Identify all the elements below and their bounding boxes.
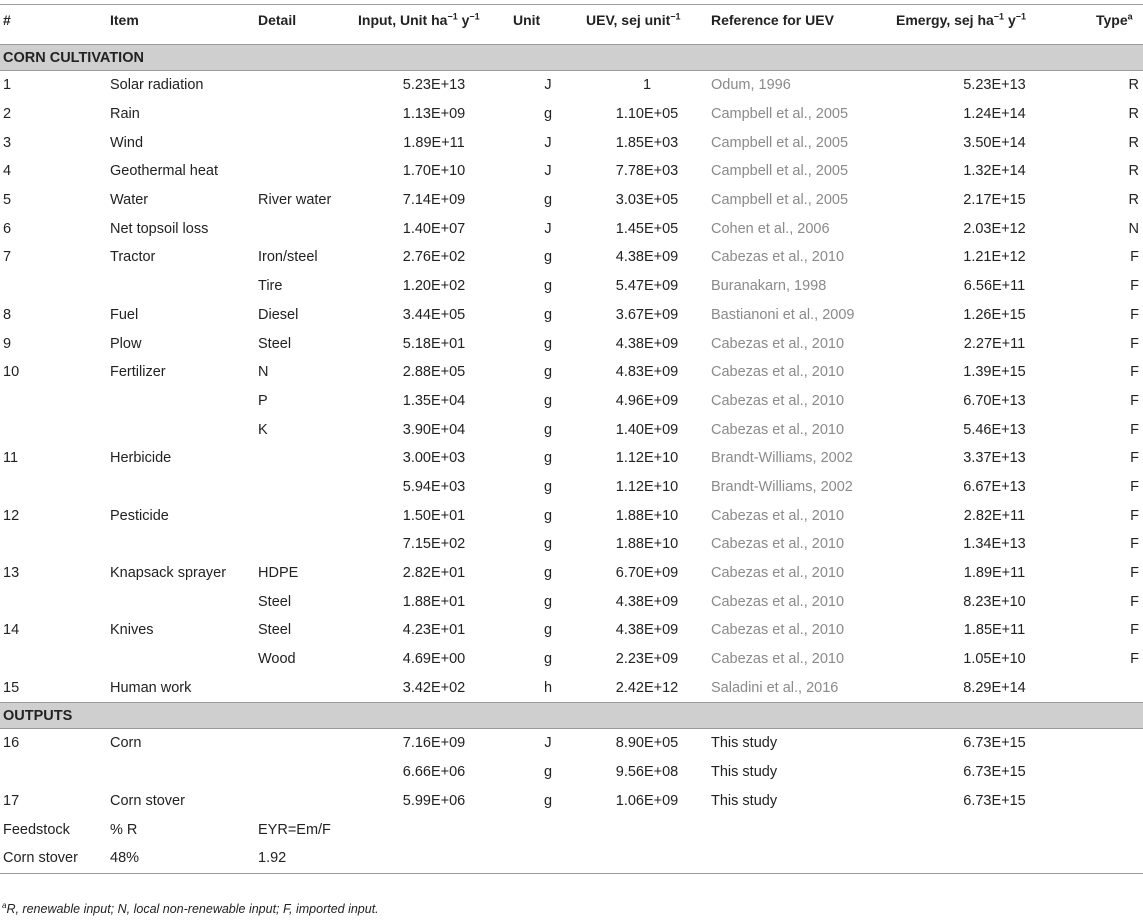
cell-num xyxy=(0,530,107,559)
cell-uev: 1.12E+10 xyxy=(615,478,679,495)
header-num: # xyxy=(0,5,107,45)
cell-detail: River water xyxy=(258,192,332,209)
cell-input: 1.20E+02 xyxy=(402,278,466,295)
cell-detail: K xyxy=(258,421,268,438)
cell-type xyxy=(1093,729,1143,758)
cell-detail xyxy=(255,100,355,129)
cell-uev: 4.38E+09 xyxy=(615,593,679,610)
cell-detail: Steel xyxy=(258,335,292,352)
cell-item: Wind xyxy=(110,134,144,151)
cell-uev: 4.38E+09 xyxy=(615,622,679,639)
cell-detail: Steel xyxy=(258,593,292,610)
cell-emergy: 6.67E+13 xyxy=(963,478,1026,495)
table-row xyxy=(0,157,1143,186)
cell-type: F xyxy=(1130,278,1139,295)
cell-type: F xyxy=(1130,450,1139,467)
cell-detail: Iron/steel xyxy=(258,249,318,266)
cell-emergy: 5.46E+13 xyxy=(963,421,1026,438)
cell-input: 1.13E+09 xyxy=(402,106,466,123)
cell-item: Fuel xyxy=(110,306,139,323)
cell-type: F xyxy=(1130,536,1139,553)
cell-item xyxy=(107,530,255,559)
cell-type: N xyxy=(1128,220,1139,237)
cell-detail xyxy=(255,214,355,243)
table-row xyxy=(0,358,1143,387)
header-detail: Detail xyxy=(255,5,355,45)
cell-input: 7.15E+02 xyxy=(402,536,466,553)
cell-input: 1.89E+11 xyxy=(403,134,465,151)
cell-type: R xyxy=(1128,77,1139,94)
table-row xyxy=(0,530,1143,559)
header-uev: UEV, sej unit$^{-1}$ xyxy=(583,5,708,45)
cell-input: 5.99E+06 xyxy=(402,792,466,809)
table-row xyxy=(0,186,1143,215)
cell-emergy: 2.17E+15 xyxy=(963,192,1026,209)
cell-type: F xyxy=(1130,478,1139,495)
cell-emergy: 2.82E+11 xyxy=(963,507,1026,524)
cell-num: 14 xyxy=(3,622,20,639)
cell-item: Corn stover xyxy=(110,792,185,809)
cell-uev: 3.03E+05 xyxy=(615,192,679,209)
cell-input: 2.88E+05 xyxy=(402,364,466,381)
cell-uev: 1.45E+05 xyxy=(615,220,679,237)
cell-item: Knapsack sprayer xyxy=(110,565,227,582)
cell-input: 2.76E+02 xyxy=(402,249,466,266)
emergy-table xyxy=(0,4,1143,874)
cell-reference: This study xyxy=(711,792,778,809)
cell-unit: g xyxy=(543,421,553,438)
cell-uev: 1.12E+10 xyxy=(615,450,679,467)
cell-detail: Steel xyxy=(258,622,292,639)
cell-emergy: 6.70E+13 xyxy=(963,392,1026,409)
cell-emergy: 6.73E+15 xyxy=(963,735,1026,752)
cell-input: 2.82E+01 xyxy=(402,565,466,582)
cell-num: 16 xyxy=(3,735,20,752)
cell-uev: 3.67E+09 xyxy=(615,306,679,323)
cell-num xyxy=(0,415,107,444)
cell-unit: g xyxy=(543,106,553,123)
header-item: Item xyxy=(107,5,255,45)
cell-reference: Cabezas et al., 2010 xyxy=(711,507,845,524)
cell-unit: g xyxy=(543,249,553,266)
cell-uev: 8.90E+05 xyxy=(615,735,679,752)
cell-reference: This study xyxy=(711,735,778,752)
cell-item: Knives xyxy=(110,622,154,639)
cell-num xyxy=(0,387,107,416)
cell-unit: g xyxy=(543,622,553,639)
table-row xyxy=(0,415,1143,444)
cell-type: F xyxy=(1130,335,1139,352)
cell-unit: J xyxy=(544,220,552,237)
cell-uev: 6.70E+09 xyxy=(615,565,679,582)
cell-emergy: 6.56E+11 xyxy=(963,278,1026,295)
cell-input: 3.44E+05 xyxy=(402,306,466,323)
cell-reference: Campbell et al., 2005 xyxy=(711,192,849,209)
cell-detail xyxy=(255,157,355,186)
cell-input: 5.94E+03 xyxy=(402,478,466,495)
cell-detail xyxy=(255,787,355,816)
cell-type: F xyxy=(1130,364,1139,381)
cell-emergy: 6.73E+15 xyxy=(963,764,1026,781)
cell-detail xyxy=(255,473,355,502)
summary-label-r: % R xyxy=(110,821,138,838)
cell-uev: 1.88E+10 xyxy=(615,507,679,524)
cell-item xyxy=(107,473,255,502)
cell-unit: g xyxy=(543,536,553,553)
cell-unit: g xyxy=(543,478,553,495)
cell-emergy: 1.24E+14 xyxy=(963,106,1026,123)
footnote: $^a$R, renewable input; N, local non-renewable input; F, imported input. xyxy=(2,900,379,916)
cell-type xyxy=(1093,787,1143,816)
cell-reference: Cabezas et al., 2010 xyxy=(711,392,845,409)
cell-emergy: 3.50E+14 xyxy=(963,134,1026,151)
cell-unit: g xyxy=(543,392,553,409)
cell-item: Human work xyxy=(110,679,192,696)
cell-detail: Diesel xyxy=(258,306,299,323)
cell-uev: 4.83E+09 xyxy=(615,364,679,381)
cell-input: 1.70E+10 xyxy=(402,163,466,180)
cell-item xyxy=(107,272,255,301)
cell-emergy: 1.32E+14 xyxy=(963,163,1026,180)
cell-num: 5 xyxy=(3,192,12,209)
cell-unit: J xyxy=(544,134,552,151)
cell-item xyxy=(107,387,255,416)
table-row xyxy=(0,329,1143,358)
cell-input: 5.18E+01 xyxy=(402,335,466,352)
cell-emergy: 1.34E+13 xyxy=(963,536,1026,553)
cell-num: 4 xyxy=(3,163,12,180)
header-row xyxy=(0,5,1143,45)
cell-detail: Wood xyxy=(258,651,296,668)
cell-unit: J xyxy=(544,163,552,180)
cell-unit: g xyxy=(543,364,553,381)
cell-type: F xyxy=(1130,306,1139,323)
cell-emergy: 8.29E+14 xyxy=(963,679,1026,696)
section-row-corn xyxy=(0,45,1143,71)
cell-num: 3 xyxy=(3,134,12,151)
table-row xyxy=(0,387,1143,416)
cell-num xyxy=(0,645,107,674)
cell-unit: g xyxy=(543,192,553,209)
cell-reference: Cabezas et al., 2010 xyxy=(711,536,845,553)
cell-reference: Cabezas et al., 2010 xyxy=(711,421,845,438)
cell-uev: 4.96E+09 xyxy=(615,392,679,409)
cell-reference: Buranakarn, 1998 xyxy=(711,278,827,295)
cell-item: Corn xyxy=(110,735,142,752)
cell-item: Plow xyxy=(110,335,142,352)
cell-input: 1.88E+01 xyxy=(402,593,466,610)
cell-uev: 1.88E+10 xyxy=(615,536,679,553)
cell-item: Pesticide xyxy=(110,507,169,524)
cell-num: 12 xyxy=(3,507,20,524)
table-row xyxy=(0,729,1143,758)
cell-emergy: 3.37E+13 xyxy=(963,450,1026,467)
cell-emergy: 1.85E+11 xyxy=(963,622,1026,639)
cell-input: 3.42E+02 xyxy=(402,679,466,696)
cell-uev: 4.38E+09 xyxy=(615,249,679,266)
cell-num: 2 xyxy=(3,106,12,123)
summary-label-row xyxy=(0,815,1143,844)
table-body xyxy=(0,45,1143,874)
cell-type: F xyxy=(1130,651,1139,668)
cell-unit: g xyxy=(543,593,553,610)
cell-num: 6 xyxy=(3,220,12,237)
cell-type: R xyxy=(1128,106,1139,123)
cell-reference: Cabezas et al., 2010 xyxy=(711,622,845,639)
cell-reference: Cabezas et al., 2010 xyxy=(711,593,845,610)
cell-num: 10 xyxy=(3,364,20,381)
table-row xyxy=(0,444,1143,473)
header-emergy: Emergy, sej $ha^{-1}$ $y^{-1}$ xyxy=(893,5,1093,45)
cell-type xyxy=(1093,758,1143,787)
header-input: Input, Unit $ha^{-1}$ $y^{-1}$ xyxy=(355,5,510,45)
cell-type: F xyxy=(1130,507,1139,524)
table-row xyxy=(0,587,1143,616)
cell-detail: P xyxy=(258,392,268,409)
summary-r-value: 48% xyxy=(107,844,255,873)
cell-item: Net topsoil loss xyxy=(110,220,209,237)
summary-value-row xyxy=(0,844,1143,873)
cell-reference: Cabezas et al., 2010 xyxy=(711,335,845,352)
cell-unit: g xyxy=(543,565,553,582)
header-reference: Reference for UEV xyxy=(708,5,893,45)
cell-item: Solar radiation xyxy=(110,77,204,94)
cell-num: 1 xyxy=(3,77,12,94)
cell-item xyxy=(107,645,255,674)
cell-type: F xyxy=(1130,622,1139,639)
cell-emergy: 1.26E+15 xyxy=(963,306,1026,323)
table-row xyxy=(0,616,1143,645)
table-row xyxy=(0,128,1143,157)
summary-spacer xyxy=(355,815,1143,844)
cell-item: Fertilizer xyxy=(110,364,166,381)
cell-detail xyxy=(255,71,355,100)
cell-unit: g xyxy=(543,335,553,352)
summary-feedstock: Corn stover xyxy=(0,844,107,873)
cell-item: Geothermal heat xyxy=(110,163,219,180)
cell-detail: Tire xyxy=(258,278,283,295)
cell-detail xyxy=(255,501,355,530)
cell-unit: g xyxy=(543,792,553,809)
cell-detail xyxy=(255,444,355,473)
cell-num: 8 xyxy=(3,306,12,323)
cell-unit: g xyxy=(543,651,553,668)
cell-num: 11 xyxy=(3,450,19,467)
cell-type: R xyxy=(1128,192,1139,209)
cell-item: Water xyxy=(110,192,149,209)
cell-emergy: 6.73E+15 xyxy=(963,792,1026,809)
cell-input: 4.23E+01 xyxy=(402,622,466,639)
cell-unit: g xyxy=(543,306,553,323)
table-row xyxy=(0,787,1143,816)
cell-uev: 1.40E+09 xyxy=(615,421,679,438)
table-row xyxy=(0,645,1143,674)
cell-reference: Campbell et al., 2005 xyxy=(711,106,849,123)
cell-uev: 5.47E+09 xyxy=(615,278,679,295)
cell-detail: N xyxy=(258,364,269,381)
table-row xyxy=(0,758,1143,787)
table-header xyxy=(0,5,1143,45)
cell-item: Rain xyxy=(110,106,140,123)
summary-label-feedstock: Feedstock xyxy=(3,821,70,838)
cell-type: F xyxy=(1130,249,1139,266)
cell-reference: Cabezas et al., 2010 xyxy=(711,249,845,266)
cell-uev: 4.38E+09 xyxy=(615,335,679,352)
cell-emergy: 8.23E+10 xyxy=(963,593,1026,610)
cell-input: 4.69E+00 xyxy=(402,651,466,668)
cell-reference: Cabezas et al., 2010 xyxy=(711,565,845,582)
table-row xyxy=(0,473,1143,502)
cell-num xyxy=(0,758,107,787)
cell-emergy: 1.39E+15 xyxy=(963,364,1026,381)
section-title-outputs: OUTPUTS xyxy=(0,703,1143,729)
cell-detail xyxy=(255,758,355,787)
cell-type xyxy=(1093,673,1143,702)
cell-unit: J xyxy=(544,77,552,94)
cell-reference: Campbell et al., 2005 xyxy=(711,163,849,180)
cell-reference: Brandt-Williams, 2002 xyxy=(711,450,853,467)
cell-reference: This study xyxy=(711,764,778,781)
cell-type: R xyxy=(1128,163,1139,180)
cell-detail xyxy=(255,530,355,559)
table-row xyxy=(0,71,1143,100)
cell-num: 7 xyxy=(3,249,12,266)
cell-detail xyxy=(255,128,355,157)
cell-type: F xyxy=(1130,421,1139,438)
summary-eyr-value: 1.92 xyxy=(255,844,355,873)
cell-input: 6.66E+06 xyxy=(402,764,466,781)
cell-detail: HDPE xyxy=(258,565,299,582)
cell-num xyxy=(0,272,107,301)
table-row xyxy=(0,100,1143,129)
header-type: Type$^a$ xyxy=(1093,5,1143,45)
cell-input: 1.35E+04 xyxy=(402,392,466,409)
summary-label-eyr: EYR=Em/F xyxy=(258,821,331,838)
cell-reference: Saladini et al., 2016 xyxy=(711,679,839,696)
cell-reference: Cohen et al., 2006 xyxy=(711,220,830,237)
summary-spacer xyxy=(355,844,1143,873)
cell-unit: J xyxy=(544,735,552,752)
cell-unit: g xyxy=(543,278,553,295)
cell-type: F xyxy=(1130,593,1139,610)
cell-reference: Cabezas et al., 2010 xyxy=(711,651,845,668)
cell-num: 17 xyxy=(3,792,20,809)
cell-type: F xyxy=(1130,565,1139,582)
cell-unit: h xyxy=(543,679,553,696)
cell-uev: 7.78E+03 xyxy=(615,163,679,180)
table-row xyxy=(0,673,1143,702)
table-row xyxy=(0,243,1143,272)
cell-input: 5.23E+13 xyxy=(402,77,466,94)
cell-input: 7.14E+09 xyxy=(402,192,466,209)
cell-num xyxy=(0,473,107,502)
cell-num xyxy=(0,587,107,616)
cell-emergy: 2.03E+12 xyxy=(963,220,1026,237)
table-row xyxy=(0,501,1143,530)
table-row xyxy=(0,301,1143,330)
cell-input: 3.90E+04 xyxy=(402,421,466,438)
cell-item: Tractor xyxy=(110,249,156,266)
cell-type: F xyxy=(1130,392,1139,409)
cell-num: 13 xyxy=(3,565,20,582)
cell-emergy: 5.23E+13 xyxy=(963,77,1026,94)
cell-emergy: 1.05E+10 xyxy=(963,651,1026,668)
cell-num: 15 xyxy=(3,679,20,696)
cell-type: R xyxy=(1128,134,1139,151)
cell-emergy: 1.89E+11 xyxy=(963,565,1026,582)
cell-unit: g xyxy=(543,507,553,524)
cell-unit: g xyxy=(543,764,553,781)
cell-reference: Bastianoni et al., 2009 xyxy=(711,306,855,323)
cell-input: 1.40E+07 xyxy=(402,220,466,237)
cell-uev: 1.06E+09 xyxy=(615,792,679,809)
cell-emergy: 1.21E+12 xyxy=(963,249,1026,266)
table-row xyxy=(0,559,1143,588)
cell-uev: 1.85E+03 xyxy=(615,134,679,151)
cell-input: 7.16E+09 xyxy=(402,735,466,752)
cell-detail xyxy=(255,673,355,702)
cell-uev: 1.10E+05 xyxy=(615,106,679,123)
cell-input: 3.00E+03 xyxy=(402,450,466,467)
cell-emergy: 2.27E+11 xyxy=(963,335,1026,352)
section-row-outputs xyxy=(0,703,1143,729)
cell-uev: 1 xyxy=(642,77,652,94)
cell-uev: 2.42E+12 xyxy=(615,679,679,696)
cell-item: Herbicide xyxy=(110,450,172,467)
cell-item xyxy=(107,587,255,616)
cell-reference: Campbell et al., 2005 xyxy=(711,134,849,151)
section-title-corn: CORN CULTIVATION xyxy=(0,45,1143,71)
cell-item xyxy=(107,415,255,444)
cell-unit: g xyxy=(543,450,553,467)
table-row xyxy=(0,214,1143,243)
cell-detail xyxy=(255,729,355,758)
cell-reference: Cabezas et al., 2010 xyxy=(711,364,845,381)
cell-reference: Brandt-Williams, 2002 xyxy=(711,478,853,495)
cell-input: 1.50E+01 xyxy=(402,507,466,524)
cell-num: 9 xyxy=(3,335,12,352)
cell-uev: 2.23E+09 xyxy=(615,651,679,668)
cell-item xyxy=(107,758,255,787)
header-unit: Unit xyxy=(510,5,583,45)
cell-uev: 9.56E+08 xyxy=(615,764,679,781)
cell-reference: Odum, 1996 xyxy=(711,77,791,94)
table-row xyxy=(0,272,1143,301)
